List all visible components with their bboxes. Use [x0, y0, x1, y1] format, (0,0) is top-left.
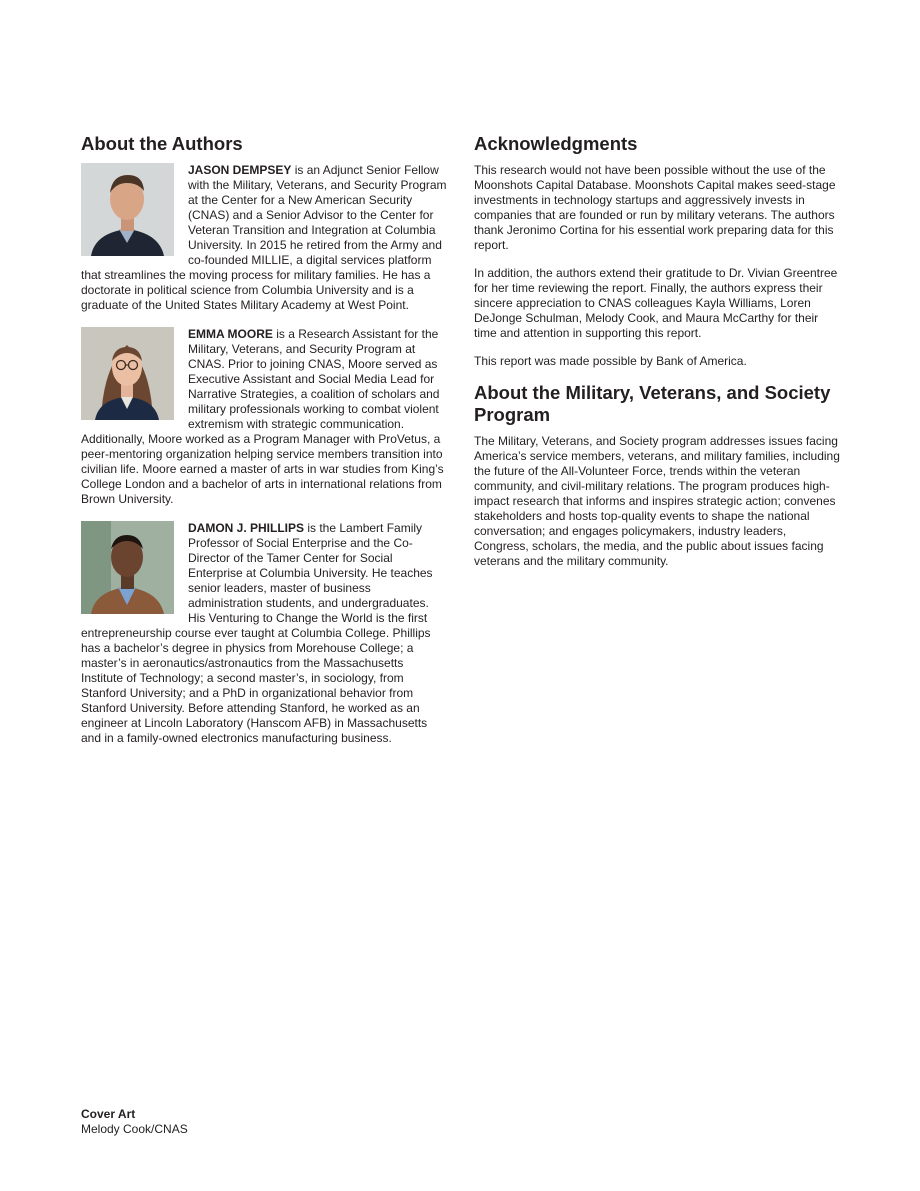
- acknowledgments-paragraph-2: In addition, the authors extend their gratitude to Dr. Vivian Greentree for her time reviewing the report. Finally, the authors express their sincere appreciation to CNAS colleagues Kayla Williams, Loren DeJonge Schulman, Melody Cook, and Maura McCarthy for their time and attention in supporting this report.: [474, 266, 838, 340]
- cover-art-credit-text: Melody Cook/CNAS: [81, 1122, 188, 1136]
- acknowledgments-column: [474, 133, 840, 569]
- author-photo-dempsey: [81, 163, 174, 256]
- author-text-moore: is a Research Assistant for the Military, Veterans, and Security Program at CNAS. Prior to joining CNAS, Moore served as Executive Assistant and Social Media Lead for Narrative Strategies, a coalition of scholars and military professionals working to combat violent extremism with strategic communication. Additionally, Moore worked as a Program Manager with ProVetus, a peer-mentoring organization helping service members transition into civilian life. Moore earned a master of arts in war studies from King’s College London and a bachelor of arts in international relations from Brown University.: [81, 327, 444, 506]
- portrait-woman-glasses-image: [81, 327, 174, 420]
- acknowledgments-heading: Acknowledgments: [474, 133, 638, 154]
- authors-heading: About the Authors: [81, 133, 243, 154]
- author-name-dempsey: JASON DEMPSEY: [188, 163, 292, 177]
- acknowledgments-paragraph-3: This report was made possible by Bank of America.: [474, 354, 747, 368]
- author-name-moore: EMMA MOORE: [188, 327, 273, 341]
- program-heading: About the Military, Veterans, and Society Program: [474, 382, 831, 425]
- author-bio-moore: [81, 327, 447, 507]
- author-text-phillips: is the Lambert Family Professor of Social Enterprise and the Co-Director of the Tamer Center for Social Enterprise at Columbia University. He teaches senior leaders, master of business administration students, and undergraduates. His Venturing to Change the World is the first entrepreneurship course ever taught at Columbia College. Phillips has a bachelor’s degree in physics from Morehouse College; a master’s in aeronautics/astronautics from the Massachusetts Institute of Technology; a second master’s, in sociology, from Stanford University; and a PhD in organizational behavior from Stanford University. Before attending Stanford, he worked as an engineer at Lincoln Laboratory (Hanscom AFB) in Massachusetts and in a family-owned electronics manufacturing business.: [81, 521, 433, 745]
- portrait-man-blazer-image: [81, 521, 174, 614]
- author-text-dempsey: is an Adjunct Senior Fellow with the Military, Veterans, and Security Program at the Center for a New American Security (CNAS) and a Senior Advisor to the Center for Veteran Transition and Integration at Columbia University. In 2015 he retired from the Army and co-founded MILLIE, a digital services platform that streamlines the moving process for military families. He has a doctorate in political science from Columbia University and is a graduate of the United States Military Academy at West Point.: [81, 163, 447, 312]
- portrait-man-suit-image: [81, 163, 174, 256]
- author-name-phillips: DAMON J. PHILLIPS: [188, 521, 305, 535]
- author-bio-phillips: [81, 521, 447, 746]
- author-bio-dempsey: [81, 163, 447, 313]
- cover-art-credit: [81, 1107, 188, 1137]
- acknowledgments-paragraph-1: This research would not have been possible without the use of the Moonshots Capital Database. Moonshots Capital makes seed-stage investments in technology startups and aggressively invests in companies that are founded or run by military veterans. The authors thank Jeronimo Cortina for his essential work preparing data for this report.: [474, 163, 836, 252]
- authors-column: [81, 133, 447, 760]
- program-description: The Military, Veterans, and Society program addresses issues facing America’s service members, veterans, and military families, including the future of the All-Volunteer Force, trends within the veteran community, and civil-military relations. The program produces high-impact research that informs and inspires strategic action; convenes stakeholders and hosts top-quality events to shape the national conversation; and engages policymakers, industry leaders, Congress, scholars, the media, and the public about issues facing veterans and the military community.: [474, 434, 840, 568]
- author-photo-moore: [81, 327, 174, 420]
- author-photo-phillips: [81, 521, 174, 614]
- cover-art-label: Cover Art: [81, 1107, 136, 1121]
